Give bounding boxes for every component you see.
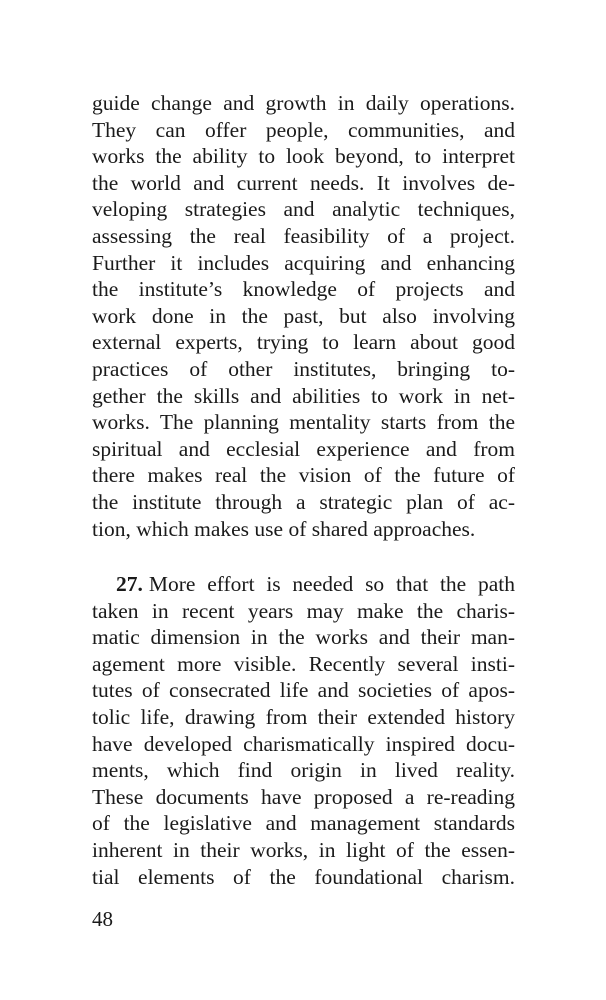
paragraph-number: 27.: [116, 572, 143, 597]
text-line: works the ability to look beyond, to interpret: [92, 144, 515, 169]
text-line: gether the skills and abilities to work in net-: [92, 383, 515, 408]
page-number: 48: [92, 907, 113, 931]
text-line: the world and current needs. It involves de-: [92, 170, 515, 195]
text-line: These documents have proposed a re-reading: [92, 784, 515, 809]
text-line: tial elements of the foundational charism.: [92, 864, 515, 889]
text-line: have developed charismatically inspired docu-: [92, 731, 515, 756]
text-line: work done in the past, but also involving: [92, 303, 515, 328]
paragraph-1: [92, 90, 515, 542]
text-line: matic dimension in the works and their man-: [92, 625, 515, 650]
text-line: external experts, trying to learn about good: [92, 330, 515, 355]
text-line: of the legislative and management standards: [92, 811, 515, 836]
text-line-content: More effort is needed so that the path: [148, 572, 515, 597]
text-line: inherent in their works, in light of the essen-: [92, 838, 515, 863]
text-line: tolic life, drawing from their extended history: [92, 705, 515, 730]
text-line: taken in recent years may make the charis-: [92, 598, 515, 623]
text-line: agement more visible. Recently several insti-: [92, 651, 515, 676]
page-body: [92, 90, 515, 890]
text-line: They can offer people, communities, and: [92, 117, 515, 142]
text-line: spiritual and ecclesial experience and from: [92, 436, 515, 461]
text-line: guide change and growth in daily operations.: [92, 91, 515, 115]
text-line: there makes real the vision of the future of: [92, 463, 515, 488]
text-line: practices of other institutes, bringing to-: [92, 356, 515, 381]
text-line: tutes of consecrated life and societies of apos-: [92, 678, 515, 703]
paragraph-27: [92, 571, 515, 890]
text-line: veloping strategies and analytic techniques,: [92, 197, 515, 222]
text-line: the institute’s knowledge of projects and: [92, 277, 515, 302]
text-line: tion, which makes use of shared approaches.: [92, 516, 476, 541]
text-line: the institute through a strategic plan of ac-: [92, 489, 515, 514]
text-line: works. The planning mentality starts from the: [92, 410, 515, 435]
text-line: ments, which find origin in lived reality.: [92, 758, 515, 783]
text-line: assessing the real feasibility of a project.: [92, 223, 515, 248]
text-line: [92, 571, 515, 598]
text-line: Further it includes acquiring and enhancing: [92, 250, 515, 275]
